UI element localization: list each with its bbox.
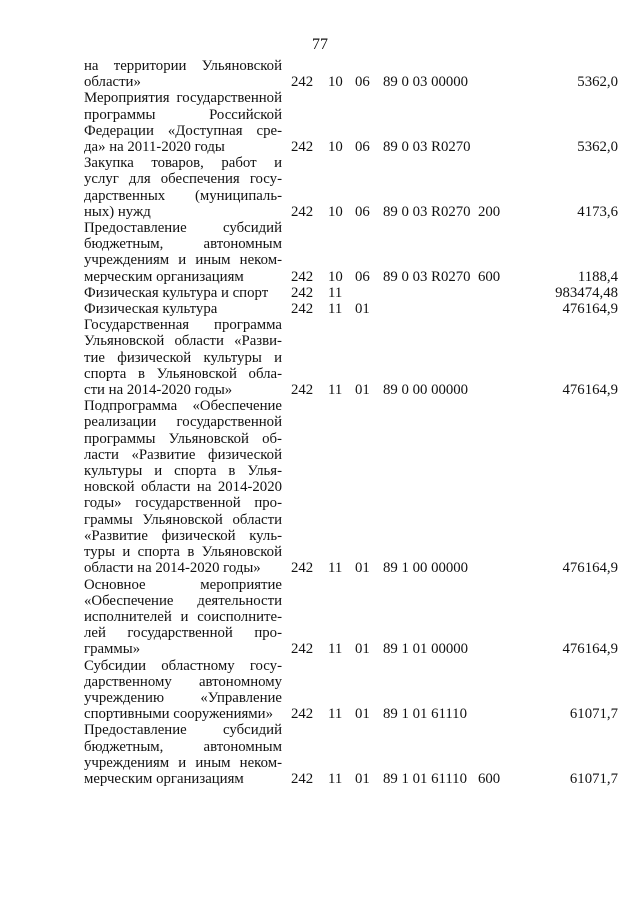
admin-code: 242 xyxy=(291,139,314,156)
subsection-code: 01 xyxy=(355,641,370,658)
amount-value: 476164,9 xyxy=(562,641,618,658)
row-name-line: Предоставление субсидий xyxy=(84,722,282,739)
row-name-line: Физическая культура xyxy=(84,301,218,318)
row-name-line: сти на 2014-2020 годы» xyxy=(84,382,233,399)
row-name-line: реализации государственной xyxy=(84,414,282,431)
row-name-line: туры и спорта в Ульяновской xyxy=(84,544,282,561)
amount-value: 5362,0 xyxy=(577,139,618,156)
row-name-line: ных) нужд xyxy=(84,203,151,220)
row-name-line: Предоставление субсидий xyxy=(84,220,282,237)
row-codes xyxy=(84,641,618,657)
section-code: 10 xyxy=(328,203,343,220)
subsection-code: 06 xyxy=(355,74,370,91)
expense-type-code: 200 xyxy=(478,203,501,220)
row-name-line: новской области на 2014-2020 xyxy=(84,479,282,496)
row-name-line: лей государственной про- xyxy=(84,625,282,642)
row-name-line: «Развитие физической куль- xyxy=(84,527,282,544)
section-code: 11 xyxy=(328,284,343,301)
row-name-line: программы Ульяновской об- xyxy=(84,430,282,447)
subsection-code: 01 xyxy=(355,301,370,318)
row-name-line: Государственная программа xyxy=(84,317,282,334)
amount-value: 476164,9 xyxy=(562,560,618,577)
row-name-line: учреждению «Управление xyxy=(84,689,282,706)
table-row xyxy=(84,220,618,285)
table-row xyxy=(84,722,618,787)
table-row xyxy=(84,398,618,576)
row-name-line: спортивными сооружениями» xyxy=(84,706,273,723)
section-code: 10 xyxy=(328,74,343,91)
table-row xyxy=(84,577,618,658)
row-name-line: Основное мероприятие xyxy=(84,576,282,593)
row-name-line: тие физической культуры и xyxy=(84,349,282,366)
target-article-code: 89 1 01 61110 xyxy=(383,706,467,723)
section-code: 11 xyxy=(328,770,343,787)
row-name-line: культуры и спорта в Улья- xyxy=(84,463,282,480)
row-name-line: граммы Ульяновской области xyxy=(84,511,282,528)
row-codes xyxy=(84,771,618,787)
table-row xyxy=(84,317,618,398)
admin-code: 242 xyxy=(291,203,314,220)
budget-table xyxy=(84,58,618,787)
admin-code: 242 xyxy=(291,706,314,723)
table-row xyxy=(84,58,618,90)
section-code: 10 xyxy=(328,139,343,156)
row-codes xyxy=(84,706,618,722)
row-name-line: ласти «Развитие физической xyxy=(84,446,282,463)
row-name-line: Закупка товаров, работ и xyxy=(84,155,282,172)
amount-value: 1188,4 xyxy=(577,268,618,285)
target-article-code: 89 1 01 00000 xyxy=(383,641,469,658)
row-codes xyxy=(84,139,618,155)
table-row xyxy=(84,658,618,723)
row-codes xyxy=(84,301,618,317)
admin-code: 242 xyxy=(291,770,314,787)
row-name-line: бюджетным, автономным xyxy=(84,738,282,755)
target-article-code: 89 0 03 R0270 xyxy=(383,268,471,285)
row-name-line: годы» государственной про- xyxy=(84,495,282,512)
section-code: 11 xyxy=(328,706,343,723)
row-name-line: Мероприятия государственной xyxy=(84,90,282,107)
row-name-line: Федерации «Доступная сре- xyxy=(84,122,282,139)
row-name-line: граммы» xyxy=(84,641,141,658)
table-row xyxy=(84,301,618,317)
subsection-code: 01 xyxy=(355,382,370,399)
amount-value: 61071,7 xyxy=(569,706,618,723)
row-name-line: программы Российской xyxy=(84,106,282,123)
admin-code: 242 xyxy=(291,284,314,301)
row-name-line: Субсидии областному госу- xyxy=(84,657,282,674)
row-name-line: мерческим организациям xyxy=(84,770,244,787)
admin-code: 242 xyxy=(291,268,314,285)
amount-value: 5362,0 xyxy=(577,74,618,91)
section-code: 11 xyxy=(328,560,343,577)
section-code: 11 xyxy=(328,641,343,658)
row-name-line: Физическая культура и спорт xyxy=(84,284,269,301)
table-row xyxy=(84,285,618,301)
subsection-code: 06 xyxy=(355,139,370,156)
target-article-code: 89 0 03 R0270 xyxy=(383,139,471,156)
row-codes xyxy=(84,204,618,220)
target-article-code: 89 1 00 00000 xyxy=(383,560,469,577)
amount-value: 476164,9 xyxy=(562,301,618,318)
row-name-line: учреждениям и иным неком- xyxy=(84,252,282,269)
subsection-code: 06 xyxy=(355,203,370,220)
admin-code: 242 xyxy=(291,641,314,658)
admin-code: 242 xyxy=(291,74,314,91)
target-article-code: 89 0 03 00000 xyxy=(383,74,469,91)
subsection-code: 06 xyxy=(355,268,370,285)
row-name-line: области на 2014-2020 годы» xyxy=(84,560,261,577)
table-row xyxy=(84,90,618,155)
table-row xyxy=(84,155,618,220)
row-codes xyxy=(84,560,618,576)
row-codes xyxy=(84,74,618,90)
target-article-code: 89 1 01 61110 xyxy=(383,770,467,787)
row-name-line: дарственному автономному xyxy=(84,673,282,690)
target-article-code: 89 0 00 00000 xyxy=(383,382,469,399)
admin-code: 242 xyxy=(291,560,314,577)
admin-code: 242 xyxy=(291,382,314,399)
subsection-code: 01 xyxy=(355,706,370,723)
admin-code: 242 xyxy=(291,301,314,318)
row-name-line: услуг для обеспечения госу- xyxy=(84,171,282,188)
amount-value: 4173,6 xyxy=(577,203,618,220)
row-name-line: дарственных (муниципаль- xyxy=(84,187,282,204)
row-name-line: спорта в Ульяновской обла- xyxy=(84,365,282,382)
amount-value: 983474,48 xyxy=(555,284,618,301)
row-codes xyxy=(84,285,618,301)
row-name-line: мерческим организациям xyxy=(84,268,244,285)
row-name-line: «Обеспечение деятельности xyxy=(84,592,282,609)
amount-value: 476164,9 xyxy=(562,382,618,399)
row-name-line: Ульяновской области «Разви- xyxy=(84,333,282,350)
expense-type-code: 600 xyxy=(478,770,501,787)
row-name-line: учреждениям и иным неком- xyxy=(84,754,282,771)
subsection-code: 01 xyxy=(355,770,370,787)
row-name-line: да» на 2011-2020 годы xyxy=(84,139,225,156)
subsection-code: 01 xyxy=(355,560,370,577)
target-article-code: 89 0 03 R0270 xyxy=(383,203,471,220)
expense-type-code: 600 xyxy=(478,268,501,285)
row-name-line: области» xyxy=(84,74,141,91)
page-number: 77 xyxy=(312,36,328,53)
amount-value: 61071,7 xyxy=(569,770,618,787)
row-name-line: Подпрограмма «Обеспечение xyxy=(84,398,282,415)
row-name-line: на территории Ульяновской xyxy=(84,58,282,74)
row-codes xyxy=(84,269,618,285)
row-codes xyxy=(84,382,618,398)
section-code: 11 xyxy=(328,301,343,318)
row-name-line: бюджетным, автономным xyxy=(84,236,282,253)
section-code: 11 xyxy=(328,382,343,399)
section-code: 10 xyxy=(328,268,343,285)
row-name xyxy=(84,398,282,576)
row-name-line: исполнителей и соисполните- xyxy=(84,608,282,625)
